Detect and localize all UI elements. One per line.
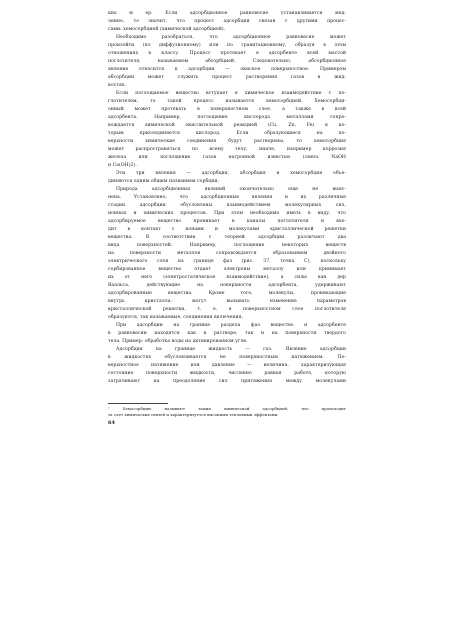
text-line: образуются, так называемые, соединения включения.: [108, 315, 244, 320]
page-number: 64: [108, 420, 115, 426]
text-line: может распространяться по всему телу, иначе, например коррозия: [108, 147, 346, 152]
text-line: отношениях к классу. Процесс протекает в адсорбенте всей массой: [108, 51, 346, 56]
text-line: адсорбированные вещества. Кроме того, молекулы, проникающие: [108, 291, 346, 296]
text-line: внутрь кристалла, могут вызывать изменение параметров: [108, 299, 346, 304]
text-line: тела. Пример: обработка воды на активированном угле.: [108, 339, 248, 344]
text-line: дит в контакт с ионами и молекулами кристаллической решетки: [108, 227, 346, 232]
text-line: адсорбента. Например, поглощение кислорода металлами сопро-: [108, 115, 346, 120]
footnote-line: ¹ Хемосорбцию называют также химической адсорбцией, что происходит: [108, 406, 346, 411]
text-line: верхности химические соединения будут растворены, то хемосорбция: [108, 139, 346, 144]
footnote-line: за счет химических связей и характеризуется высокими тепловыми эффектами.: [108, 412, 279, 418]
text-line: вида поверхностей. Например, поглощение некоторых веществ: [108, 243, 346, 248]
text-line: нена. Установлено, что адсорбционные явления и их различные: [108, 195, 346, 200]
text-line: стадии адсорбции обусловлены взаимодействием молекулярных сил,: [108, 203, 346, 208]
text-line: ленно, то значит, что процесс адсорбции связан с другими процес-: [108, 19, 346, 24]
text-line: диняются одним общим названием сорбции.: [108, 179, 220, 184]
text-line: При адсорбции на границе раздела фаз вещество и адсорбенте: [116, 323, 346, 328]
text-line: их от него (электростатическое взаимодействие), а силы ван дер: [108, 275, 346, 280]
text-line: Ваальса, действующие на поверхности адсорбента, удерживают: [108, 283, 346, 288]
text-line: вождается химической окислительной реакцией (Cu, Zn, Fe) к ко-: [108, 123, 346, 128]
text-line: абсорбции может служить процесс растворения газов в жид-: [108, 75, 346, 80]
text-line: железа или поглощение газов натронной известью (смесь NaOH: [108, 155, 346, 160]
text-line: электрического слоя на границе фаз (рис. 37, точка C), поскольку: [108, 259, 346, 264]
text-line: в равновесии находятся как в растворе, так и на поверхности твердого: [108, 331, 346, 336]
text-line: сами: хемосорбцией (химической адсорбцией).: [108, 27, 226, 32]
text-line: кристаллической решетки, т. е. в поверхностном слое поглотителя: [108, 307, 346, 312]
text-line: поглотителя, называемом абсорбцией. Следовательно, абсорбционное: [108, 59, 346, 64]
text-line: Природа адсорбционных явлений окончательно еще не выяс-: [116, 187, 346, 192]
text-line: сорбированное вещество отдает электроны металлу или принимает: [108, 267, 346, 272]
text-line: онный может протекать в поверхностном слое, а также в всей: [108, 107, 346, 112]
text-line: глотителем, то такой процесс называется хемосорбцией. Хемосорбци-: [108, 99, 346, 104]
text-line: в жидкостях обусловливается не поверхностным натяжением. По-: [108, 355, 346, 360]
text-line: Эти три явления — адсорбция, абсорбция и хемосорбция объе-: [116, 171, 346, 176]
footnote-rule: [108, 403, 168, 404]
text-line: Необходимо разобраться, что адсорбционное равновесие может: [116, 35, 346, 40]
text-line: костях.: [108, 83, 127, 88]
text-line: затрачивают на преодоление сил притяжения между молекулами: [108, 379, 346, 384]
text-line: ких м ер. Если адсорбционное равновесие устанавливается мед-: [108, 11, 346, 16]
text-line: состояние поверхности жидкости, численно равная работе, которую: [108, 371, 346, 376]
text-line: на поверхности металлов сопровождается образованием двойного: [108, 251, 346, 256]
text-line: явление относится к адсорбции — окисное поверхностное. Примером: [108, 67, 346, 72]
text-line: вещества. В соответствии с теорией адсорбции различают два: [108, 235, 346, 240]
text-line: адсорбируемое вещество проникает в каналы поглотителя и вхо-: [108, 219, 346, 224]
text-line: Если поглощаемое вещество вступает в химическое взаимодействие с по-: [116, 91, 346, 96]
text-line: ионных и химических процессов. При этом необходимо иметь в виду, что: [108, 211, 346, 216]
text-line: произойти (по диффузионному) или по гравитационному, образуя в этом: [108, 43, 346, 48]
text-line: и Ca(OH)2).: [108, 163, 137, 168]
text-line: торым присоединяется кислород. Если образующиеся на по-: [108, 131, 346, 136]
text-line: Адсорбция на границе жидкость — газ. Явление адсорбции: [116, 347, 346, 352]
book-page: [108, 10, 346, 450]
text-line: верхностное натяжение или давление — величина, характеризующая: [108, 363, 346, 368]
